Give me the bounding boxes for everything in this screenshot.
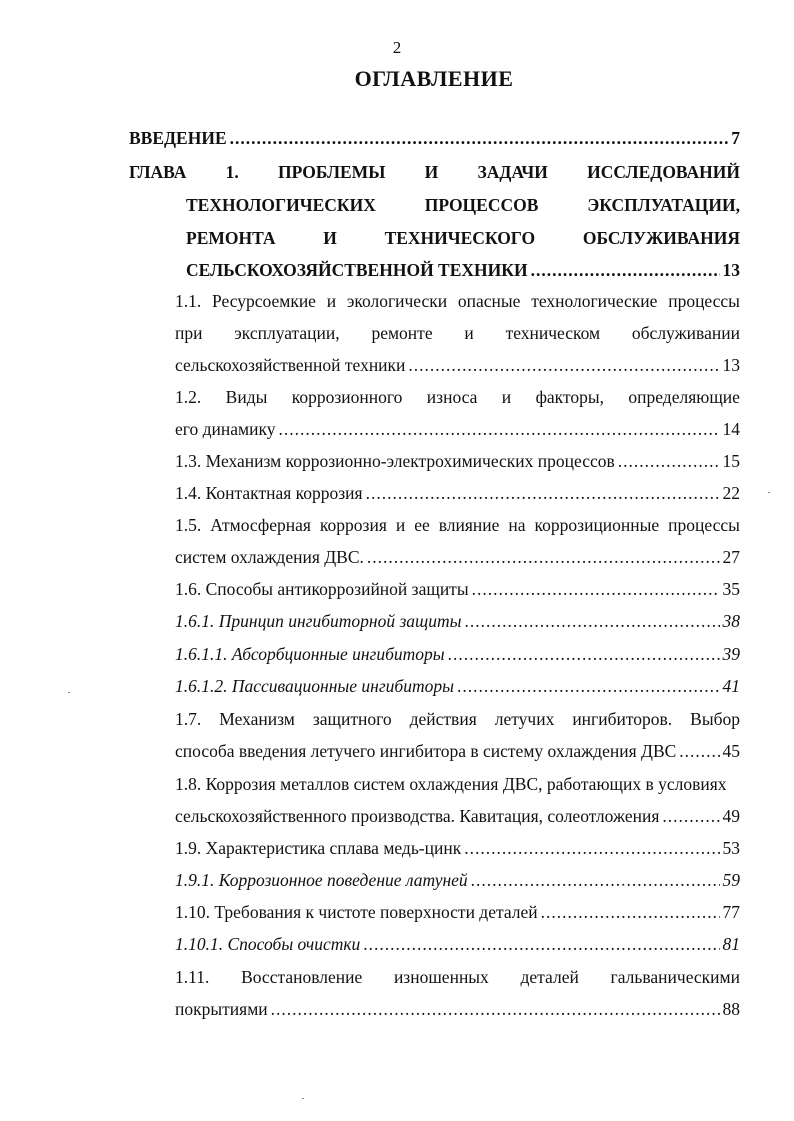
toc-entry-text: 1.9.1. Коррозионное поведение латуней: [175, 870, 468, 890]
toc-entry-1-9[interactable]: [175, 837, 740, 859]
toc-entry-1-10[interactable]: [175, 901, 740, 923]
toc-entry-1-5-line-1[interactable]: [175, 514, 740, 536]
toc-entry-page: 39: [722, 644, 740, 664]
toc-word: коррозионного: [291, 387, 403, 407]
toc-entry-1-8-line-2[interactable]: [175, 805, 740, 827]
toc-word: экологически: [346, 291, 448, 311]
toc-entry-1-7-line-2[interactable]: [175, 740, 740, 762]
toc-entry-page: 22: [722, 483, 740, 503]
dot-leader: [367, 546, 720, 568]
toc-entry-text: систем охлаждения ДВС.: [175, 547, 364, 567]
toc-chapter-line-1[interactable]: [129, 161, 740, 183]
toc-entry-page: 15: [722, 451, 740, 471]
toc-entry-page: 81: [722, 934, 740, 954]
toc-entry-page: 53: [722, 838, 740, 858]
toc-entry-page: 13: [722, 260, 740, 280]
toc-entry-1-7-line-1[interactable]: [175, 708, 740, 730]
toc-entry-text: сельскохозяйственной техники: [175, 355, 406, 375]
toc-word: И: [424, 162, 439, 182]
toc-word: деталей: [520, 967, 579, 987]
toc-entry-page: 41: [722, 676, 740, 696]
dot-leader: [457, 675, 720, 697]
toc-word: при: [175, 323, 203, 343]
toc-word: и: [395, 515, 406, 535]
toc-word: определяющие: [628, 387, 740, 407]
toc-word: гальваническими: [610, 967, 740, 987]
toc-word: ЭКСПЛУАТАЦИИ,: [587, 195, 740, 215]
toc-entry-1-9-1[interactable]: [175, 869, 740, 891]
toc-word: 1.11.: [175, 967, 210, 987]
toc-word: Ресурсоемкие: [212, 291, 316, 311]
toc-word: на: [508, 515, 526, 535]
toc-entry-1-11-line-2[interactable]: [175, 998, 740, 1020]
toc-entry-1-4[interactable]: [175, 482, 740, 504]
toc-entry-text: сельскохозяйственного производства. Кавитация, солеотложения: [175, 806, 660, 826]
toc-word: РЕМОНТА: [186, 228, 276, 248]
toc-word: ремонте: [371, 323, 433, 343]
toc-word: 1.7.: [175, 709, 202, 729]
dot-leader: [408, 354, 719, 376]
toc-word: 1.2.: [175, 387, 202, 407]
dot-leader: [471, 869, 720, 891]
dot-leader: [448, 643, 720, 665]
toc-word: влияние: [438, 515, 500, 535]
toc-word: ПРОБЛЕМЫ: [278, 162, 386, 182]
toc-word: ТЕХНОЛОГИЧЕСКИХ: [186, 195, 376, 215]
toc-entry-page: 14: [722, 419, 740, 439]
toc-word: технологические: [531, 291, 658, 311]
toc-entry-page: 59: [722, 870, 740, 890]
toc-entry-page: 88: [722, 999, 740, 1019]
toc-word: процессы: [668, 291, 740, 311]
toc-word: ЗАДАЧИ: [477, 162, 548, 182]
dot-leader: [271, 998, 720, 1020]
toc-entry-1-6[interactable]: [175, 578, 740, 600]
toc-entry-1-3[interactable]: [175, 450, 740, 472]
dot-leader: [464, 610, 719, 632]
toc-entry-text: СЕЛЬСКОХОЗЯЙСТВЕННОЙ ТЕХНИКИ: [186, 260, 528, 280]
scan-speck: [302, 1098, 304, 1099]
toc-entry-page: 45: [722, 741, 740, 761]
dot-leader: [531, 259, 720, 281]
toc-word: 1.: [225, 162, 239, 182]
toc-entry-1-8-line-1[interactable]: [175, 773, 740, 795]
toc-word: ИССЛЕДОВАНИЙ: [587, 162, 740, 182]
toc-entry-1-10-1[interactable]: [175, 933, 740, 955]
toc-word: обслуживании: [631, 323, 740, 343]
toc-entry-page: 13: [722, 355, 740, 375]
toc-entry-page: 35: [722, 579, 740, 599]
dot-leader: [618, 450, 720, 472]
dot-leader: [366, 482, 720, 504]
toc-entry-page: 7: [731, 128, 740, 148]
dot-leader: [278, 418, 719, 440]
toc-entry-text: 1.8. Коррозия металлов систем охлаждения ДВС, работающих в условиях: [175, 774, 727, 794]
toc-entry-text: 1.3. Механизм коррозионно-электрохимических процессов: [175, 451, 615, 471]
dot-leader: [679, 740, 719, 762]
toc-word: летучих: [494, 709, 555, 729]
toc-entry-text: 1.6. Способы антикоррозийной защиты: [175, 579, 469, 599]
toc-entry-page: 49: [722, 806, 740, 826]
toc-entry-1-2-line-1[interactable]: [175, 386, 740, 408]
toc-chapter-line-4[interactable]: [186, 259, 740, 281]
toc-word: защитного: [312, 709, 392, 729]
toc-entry-1-6-1-1[interactable]: [175, 643, 740, 665]
dot-leader: [464, 837, 719, 859]
toc-entry-1-1-line-3[interactable]: [175, 354, 740, 376]
toc-word: Механизм: [219, 709, 295, 729]
dot-leader: [230, 127, 729, 149]
dot-leader: [363, 933, 719, 955]
scan-speck: [68, 692, 70, 693]
toc-word: Восстановление: [241, 967, 363, 987]
toc-word: процессы: [668, 515, 740, 535]
toc-word: ОБСЛУЖИВАНИЯ: [582, 228, 740, 248]
toc-entry-text: его динамику: [175, 419, 276, 439]
toc-word: и: [464, 323, 474, 343]
toc-entry-page: 27: [722, 547, 740, 567]
toc-word: и: [326, 291, 337, 311]
toc-word: ингибиторов.: [572, 709, 673, 729]
toc-entry-1-6-1[interactable]: [175, 610, 740, 632]
toc-entry-text: 1.6.1.2. Пассивационные ингибиторы: [175, 676, 454, 696]
toc-word: коррозия: [319, 515, 387, 535]
toc-entry-text: покрытиями: [175, 999, 268, 1019]
toc-word: и: [501, 387, 512, 407]
scan-speck: [768, 492, 770, 493]
toc-word: Атмосферная: [210, 515, 311, 535]
dot-leader: [472, 578, 720, 600]
toc-entry-text: 1.6.1. Принцип ингибиторной защиты: [175, 611, 462, 631]
page-title: ОГЛАВЛЕНИЕ: [354, 66, 514, 91]
toc-word: 1.5.: [175, 515, 202, 535]
toc-word: ТЕХНИЧЕСКОГО: [384, 228, 536, 248]
toc-word: эксплуатации,: [234, 323, 340, 343]
toc-word: действия: [409, 709, 477, 729]
toc-entry-intro[interactable]: [129, 127, 740, 149]
toc-entry-page: 77: [722, 902, 740, 922]
toc-word: ГЛАВА: [129, 162, 187, 182]
toc-entry-text: способа введения летучего ингибитора в систему охлаждения ДВС: [175, 741, 677, 761]
toc-entry-1-2-line-2[interactable]: [175, 418, 740, 440]
toc-entry-text: 1.4. Контактная коррозия: [175, 483, 363, 503]
toc-word: И: [323, 228, 337, 248]
toc-word: ее: [414, 515, 430, 535]
toc-entry-1-5-line-2[interactable]: [175, 546, 740, 568]
toc-entry-1-1-line-1[interactable]: [175, 290, 740, 312]
dot-leader: [541, 901, 720, 923]
toc-entry-1-6-1-2[interactable]: [175, 675, 740, 697]
dot-leader: [662, 805, 719, 827]
toc-word: изношенных: [393, 967, 489, 987]
toc-chapter-line-2[interactable]: [186, 194, 740, 216]
toc-entry-text: 1.10.1. Способы очистки: [175, 934, 361, 954]
toc-entry-text: ВВЕДЕНИЕ: [129, 128, 227, 148]
page-number: 2: [392, 38, 402, 57]
toc-entry-1-1-line-2[interactable]: [175, 322, 740, 344]
toc-entry-text: 1.10. Требования к чистоте поверхности деталей: [175, 902, 538, 922]
toc-word: техническом: [505, 323, 601, 343]
toc-word: износа: [426, 387, 478, 407]
toc-entry-page: 38: [722, 611, 740, 631]
toc-chapter-line-3[interactable]: [186, 227, 740, 249]
toc-word: Виды: [225, 387, 268, 407]
toc-word: 1.1.: [175, 291, 202, 311]
toc-word: опасные: [457, 291, 521, 311]
toc-entry-1-11-line-1[interactable]: [175, 966, 740, 988]
scan-speck: [622, 885, 624, 886]
toc-entry-text: 1.9. Характеристика сплава медь-цинк: [175, 838, 462, 858]
toc-word: Выбор: [690, 709, 740, 729]
toc-entry-text: 1.6.1.1. Абсорбционные ингибиторы: [175, 644, 445, 664]
toc-word: коррозиционные: [534, 515, 660, 535]
toc-word: ПРОЦЕССОВ: [424, 195, 539, 215]
toc-word: факторы,: [535, 387, 604, 407]
